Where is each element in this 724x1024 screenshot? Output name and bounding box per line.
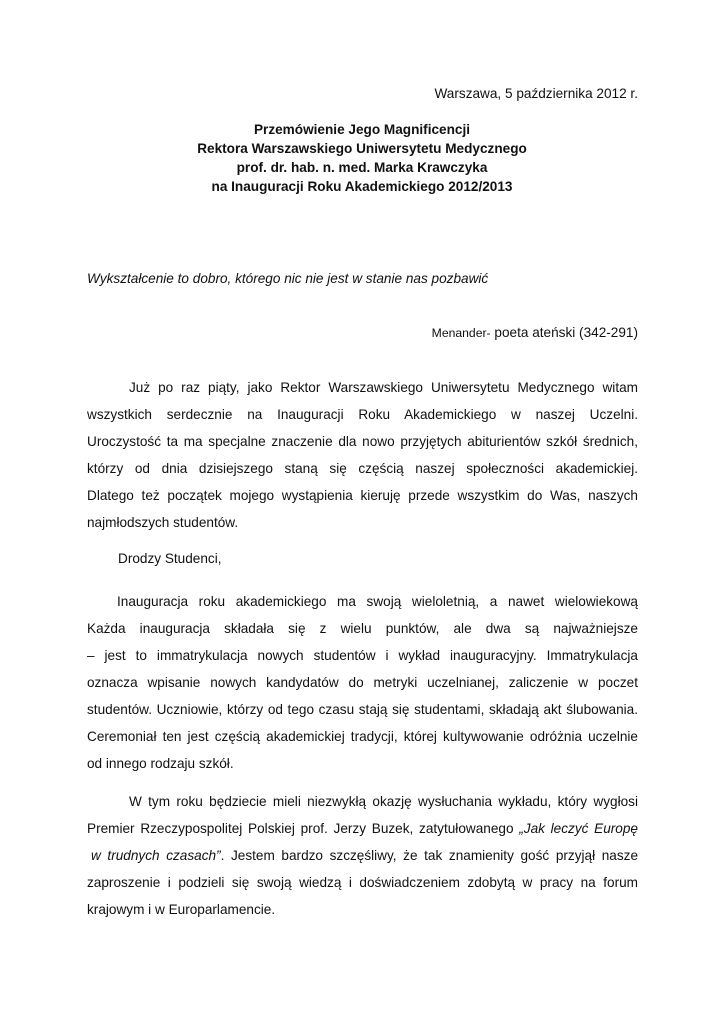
title-line: Rektora Warszawskiego Uniwersytetu Medycznego: [197, 141, 527, 156]
paragraph-line: W tym roku będziecie mieli niezwykłą okazję wysłuchania wykładu, który wygłosi: [129, 794, 638, 809]
paragraph-line: zaproszenie i podzieli się swoją wiedzą i doświadczeniem zdobytą w pracy na forum: [87, 875, 638, 890]
paragraph-line: [87, 815, 638, 842]
paragraph-3: [87, 788, 638, 923]
title-line: na Inauguracji Roku Akademickiego 2012/2013: [211, 179, 513, 194]
title-line: Przemówienie Jego Magnificencji: [253, 122, 471, 137]
paragraph-line: Dlatego też początek mojego wystąpienia kieruję przede wszystkim do Was, naszych: [87, 488, 638, 503]
motto-quote: Wykształcenie to dobro, którego nic nie jest w stanie nas pozbawić: [87, 271, 489, 286]
motto-author-description: poeta ateński (342-291): [494, 325, 638, 340]
paragraph-2: [87, 588, 638, 777]
lecture-title: „Jak leczyć Europę: [519, 821, 638, 836]
paragraph-line: Uroczystość ta ma specjalne znaczenie dla nowo przyjętych abiturientów szkół średnich,: [87, 434, 638, 449]
document-date: Warszawa, 5 października 2012 r.: [434, 86, 638, 101]
paragraph-line: od innego rodzaju szkół.: [87, 756, 234, 771]
paragraph-line: oznacza wpisanie nowych kandydatów do metryki uczelnianej, zaliczenie w poczet: [87, 675, 638, 690]
title-line: prof. dr. hab. n. med. Marka Krawczyka: [236, 160, 488, 175]
speech-title: [0, 120, 724, 196]
salutation: Drodzy Studenci,: [118, 551, 222, 566]
paragraph-line: Każda inauguracja składała się z wielu punktów, ale dwa są najważniejsze: [87, 621, 638, 636]
paragraph-line: Ceremoniał ten jest częścią akademickiej tradycji, której kultywowanie odróżnia uczelnie: [87, 729, 638, 744]
paragraph-line: wszystkich serdecznie na Inauguracji Roku Akademickiego w naszej Uczelni.: [87, 407, 638, 422]
paragraph-line: studentów. Uczniowie, którzy od tego czasu stają się studentami, składają akt ślubowania.: [87, 702, 638, 717]
paragraph-text: Premier Rzeczypospolitej Polskiej prof. Jerzy Buzek, zatytułowanego: [87, 821, 514, 836]
paragraph-line: [87, 842, 638, 869]
paragraph-line: Już po raz piąty, jako Rektor Warszawskiego Uniwersytetu Medycznego witam: [129, 380, 638, 395]
motto-attribution: [432, 325, 638, 340]
paragraph-line: najmłodszych studentów.: [87, 515, 239, 530]
paragraph-line: którzy od dnia dzisiejszego staną się częścią naszej społeczności akademickiej.: [87, 461, 638, 476]
paragraph-line: Inauguracja roku akademickiego ma swoją wieloletnią, a nawet wielowiekową: [117, 594, 638, 609]
paragraph-line: krajowym i w Europarlamencie.: [87, 902, 276, 917]
motto-author: Menander-: [431, 326, 491, 340]
lecture-title: w trudnych czasach”: [91, 848, 221, 863]
paragraph-line: – jest to immatrykulacja nowych studentów i wykład inauguracyjny. Immatrykulacja: [87, 648, 638, 663]
paragraph-1: [87, 374, 638, 536]
paragraph-text: . Jestem bardzo szczęśliwy, że tak znamienity gość przyjął nasze: [220, 848, 638, 863]
